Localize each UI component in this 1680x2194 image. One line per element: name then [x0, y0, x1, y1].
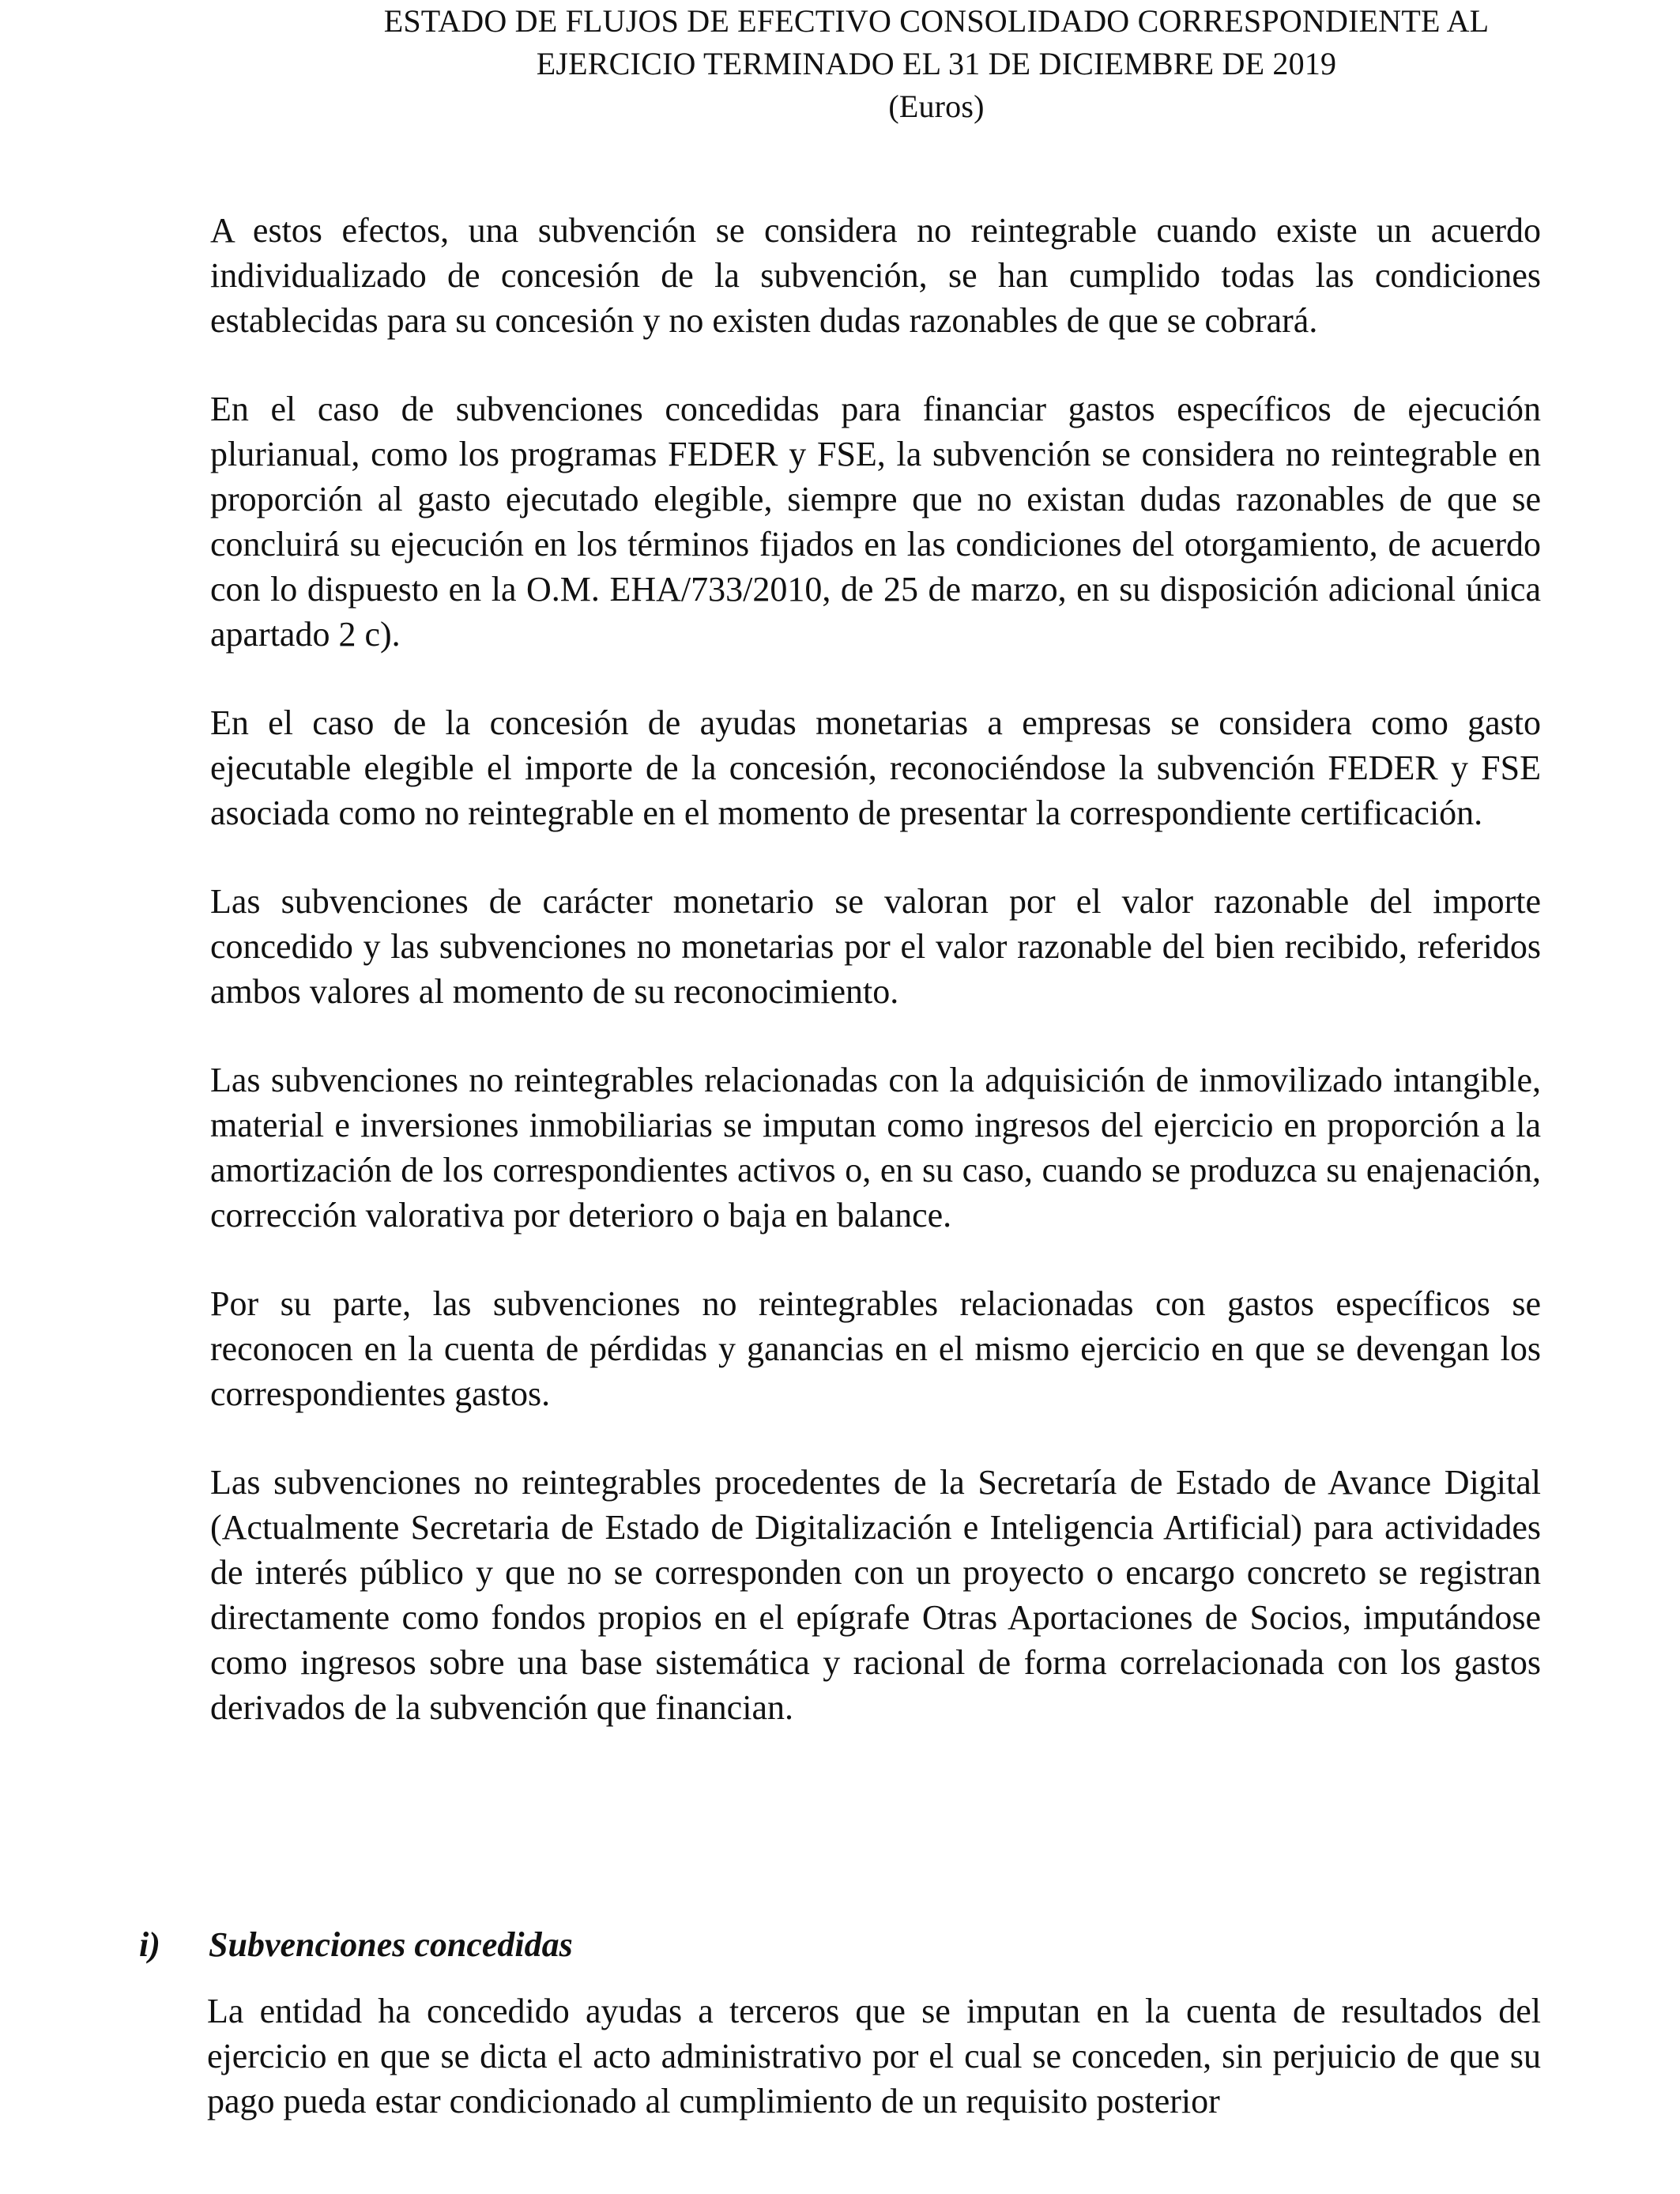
paragraph: Las subvenciones no reintegrables procedentes de la Secretaría de Estado de Avance Digital (Actualmente Secretaria de Estado de Digitalización e Inteligencia Artificial) para actividades de interés público y que no se corresponden con un proyecto o encargo concreto se registran directamente como fondos propios en el epígrafe Otras Aportaciones de Socios, imputándose como ingresos sobre una base sistemática y racional de forma correlacionada con los gastos derivados de la subvención que financian.	[210, 1463, 1541, 1727]
paragraph: Las subvenciones no reintegrables relacionadas con la adquisición de inmovilizado intangible, material e inversiones inmobiliarias se imputan como ingresos del ejercicio en proporción a la amortización de los correspondientes activos o, en su caso, cuando se produzca su enajenación, corrección valorativa por deterioro o baja en balance.	[210, 1061, 1541, 1235]
document-body	[210, 208, 1541, 1730]
paragraph: Por su parte, las subvenciones no reintegrables relacionadas con gastos específicos se reconocen en la cuenta de pérdidas y ganancias en el mismo ejercicio en que se devengan los correspondientes gastos.	[210, 1284, 1541, 1413]
section-number: i)	[139, 1925, 160, 1964]
paragraph: A estos efectos, una subvención se considera no reintegrable cuando existe un acuerdo individualizado de concesión de la subvención, se han cumplido todas las condiciones establecidas para su concesión y no existen dudas razonables de que se cobrará.	[210, 211, 1541, 340]
header-title-line-1: ESTADO DE FLUJOS DE EFECTIVO CONSOLIDADO CORRESPONDIENTE AL	[383, 3, 1490, 39]
section-heading	[139, 1922, 573, 1967]
header-title-line-2: EJERCICIO TERMINADO EL 31 DE DICIEMBRE DE 2019	[536, 46, 1337, 81]
document-header	[269, 0, 1604, 128]
section-paragraph: La entidad ha concedido ayudas a terceros que se imputan en la cuenta de resultados del ejercicio en que se dicta el acto administrativo por el cual se conceden, sin perjuicio de que su pago pueda estar condicionado al cumplimiento de un requisito posterior	[207, 1992, 1541, 2120]
paragraph: En el caso de la concesión de ayudas monetarias a empresas se considera como gasto ejecutable elegible el importe de la concesión, reconociéndose la subvención FEDER y FSE asociada como no reintegrable en el momento de presentar la correspondiente certificación.	[210, 703, 1541, 832]
paragraph: En el caso de subvenciones concedidas para financiar gastos específicos de ejecución plurianual, como los programas FEDER y FSE, la subvención se considera no reintegrable en proporción al gasto ejecutado elegible, siempre que no existan dudas razonables de que se concluirá su ejecución en los términos fijados en las condiciones del otorgamiento, de acuerdo con lo dispuesto en la O.M. EHA/733/2010, de 25 de marzo, en su disposición adicional única apartado 2 c).	[210, 390, 1541, 654]
paragraph: Las subvenciones de carácter monetario se valoran por el valor razonable del importe concedido y las subvenciones no monetarias por el valor razonable del bien recibido, referidos ambos valores al momento de su reconocimiento.	[210, 882, 1541, 1011]
section-title: Subvenciones concedidas	[209, 1925, 573, 1964]
header-currency: (Euros)	[888, 89, 985, 124]
